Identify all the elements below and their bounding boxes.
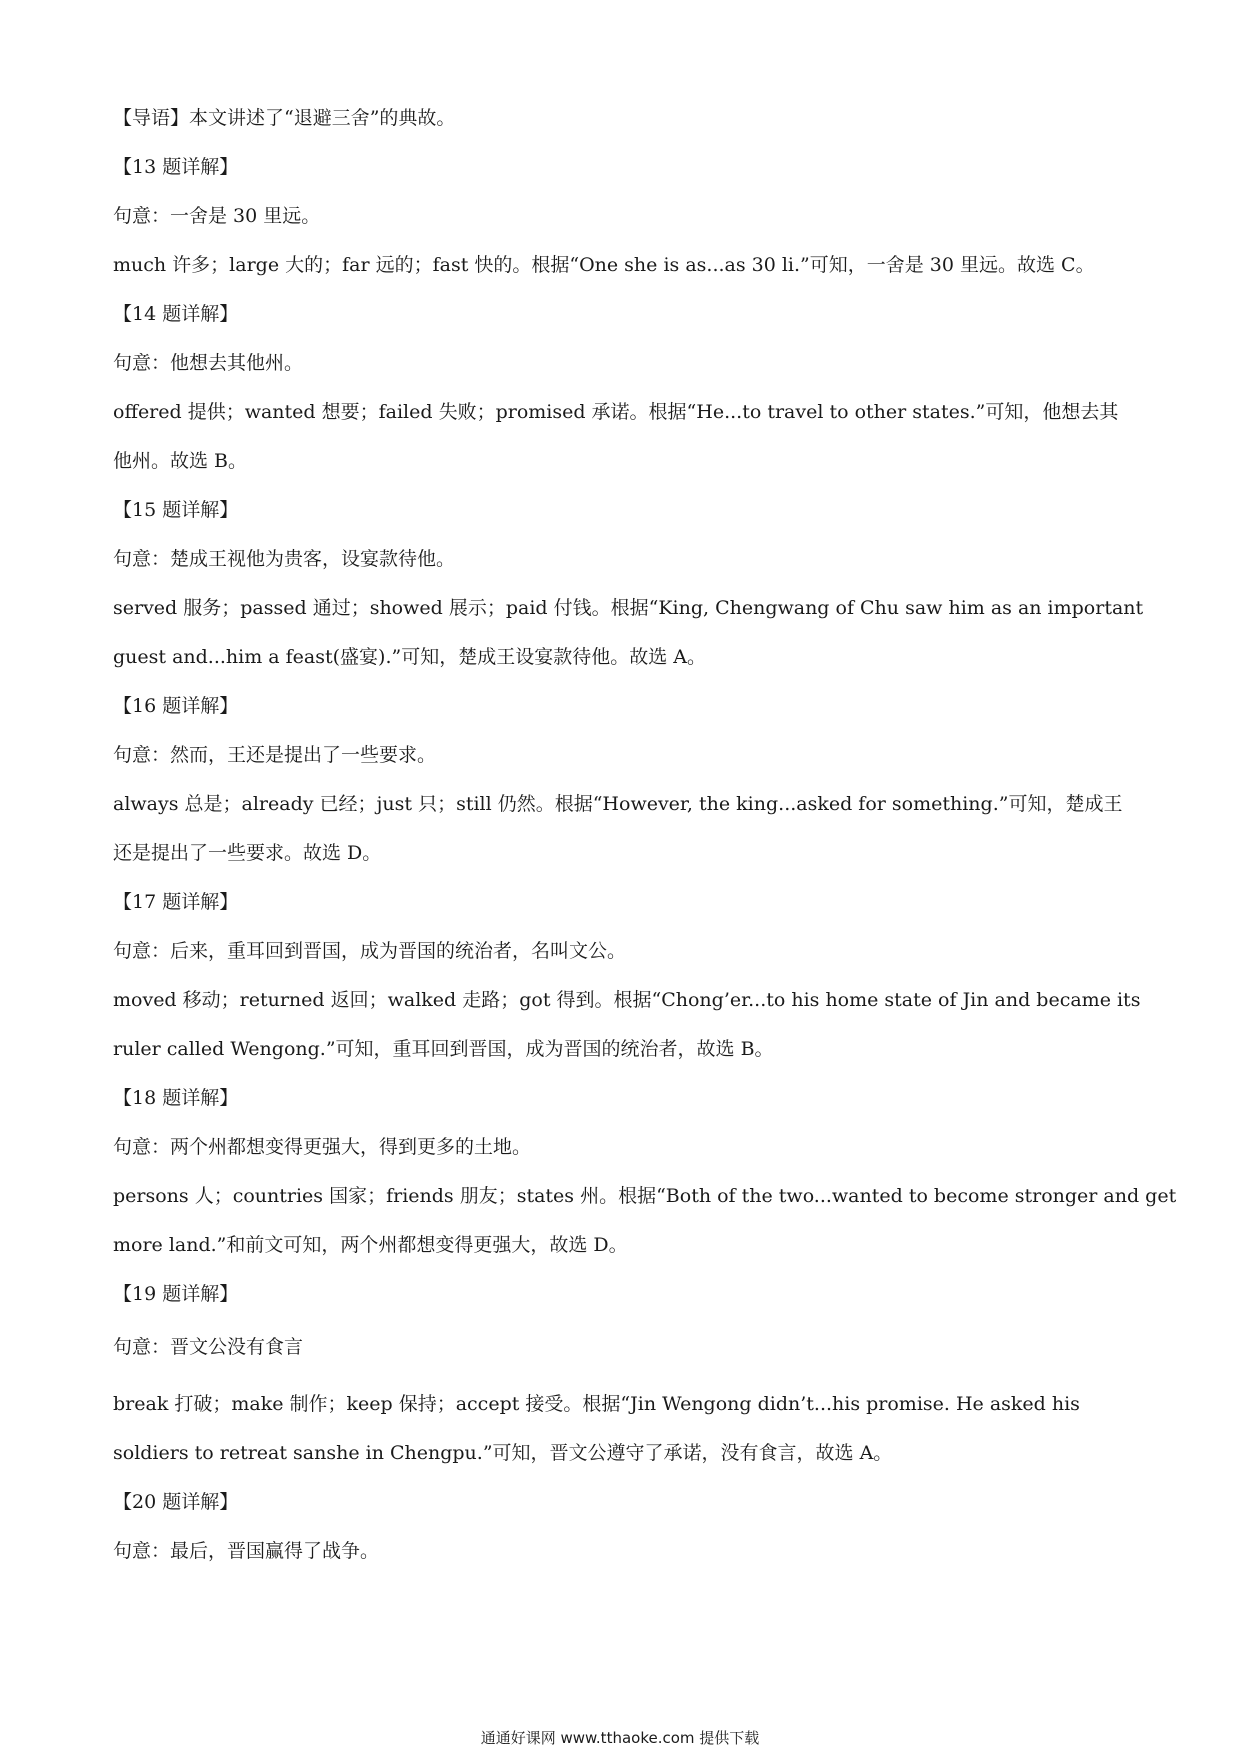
item-17-explain-2: ruler called Wengong.”可知，重耳回到晋国，成为晋国的统治者，故选 B。 (113, 1038, 774, 1060)
item-14-meaning: 句意：他想去其他州。 (113, 352, 304, 374)
item-16-heading: 【16 题详解】 (113, 695, 239, 717)
item-19-explain-2: soldiers to retreat sanshe in Chengpu.”可知，晋文公遵守了承诺，没有食言，故选 A。 (113, 1442, 893, 1464)
item-14-explain-1: offered 提供；wanted 想要；failed 失败；promised 承诺。根据“He...to travel to other states.”可知，他想去其 (113, 401, 1119, 423)
item-19-meaning: 句意：晋文公没有食言 (113, 1336, 304, 1358)
item-16-explain-2: 还是提出了一些要求。故选 D。 (113, 842, 382, 864)
item-15-explain-1: served 服务；passed 通过；showed 展示；paid 付钱。根据“King, Chengwang of Chu saw him as an important (113, 597, 1144, 619)
item-18-explain-2: more land.”和前文可知，两个州都想变得更强大，故选 D。 (113, 1234, 628, 1256)
item-15-meaning: 句意：楚成王视他为贵客，设宴款待他。 (113, 548, 456, 570)
item-13-explain-1: much 许多；large 大的；far 远的；fast 快的。根据“One she is as...as 30 li.”可知，一舍是 30 里远。故选 C。 (113, 254, 1095, 276)
item-14-explain-2: 他州。故选 B。 (113, 450, 248, 472)
item-17-explain-1: moved 移动；returned 返回；walked 走路；got 得到。根据“Chong’er...to his home state of Jin and became its (113, 989, 1141, 1011)
item-16-meaning: 句意：然而，王还是提出了一些要求。 (113, 744, 437, 766)
page-footer: 通通好课网 www.tthaoke.com 提供下载 (480, 1729, 760, 1747)
item-15-heading: 【15 题详解】 (113, 499, 239, 521)
item-18-explain-1: persons 人；countries 国家；friends 朋友；states 州。根据“Both of the two...wanted to become stronger and get (113, 1185, 1177, 1207)
item-17-heading: 【17 题详解】 (113, 891, 239, 913)
item-13-meaning: 句意：一舍是 30 里远。 (113, 205, 321, 227)
item-17-meaning: 句意：后来，重耳回到晋国，成为晋国的统治者，名叫文公。 (113, 940, 627, 962)
intro-line: 【导语】本文讲述了“退避三舍”的典故。 (113, 107, 456, 129)
item-19-heading: 【19 题详解】 (113, 1283, 239, 1305)
item-15-explain-2: guest and...him a feast(盛宴).”可知，楚成王设宴款待他。故选 A。 (113, 646, 706, 668)
item-16-explain-1: always 总是；already 已经；just 只；still 仍然。根据“However, the king...asked for something.”可知，楚成王 (113, 793, 1123, 815)
item-14-heading: 【14 题详解】 (113, 303, 239, 325)
item-20-heading: 【20 题详解】 (113, 1491, 239, 1513)
item-19-explain-1: break 打破；make 制作；keep 保持；accept 接受。根据“Jin Wengong didn’t...his promise. He asked his (113, 1393, 1080, 1415)
item-13-heading: 【13 题详解】 (113, 156, 239, 178)
item-18-meaning: 句意：两个州都想变得更强大，得到更多的土地。 (113, 1136, 532, 1158)
item-18-heading: 【18 题详解】 (113, 1087, 239, 1109)
item-20-meaning: 句意：最后，晋国赢得了战争。 (113, 1540, 380, 1562)
